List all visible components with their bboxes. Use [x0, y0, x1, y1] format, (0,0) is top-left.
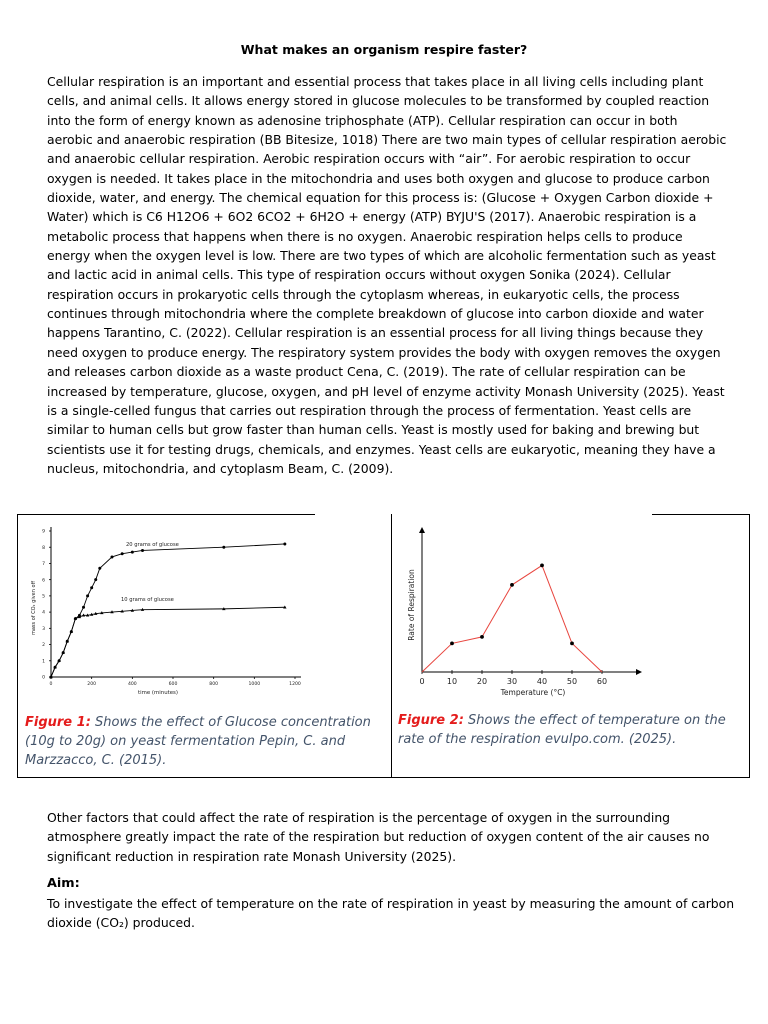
- figure-2-label: Figure 2:: [398, 713, 464, 728]
- intro-paragraph: Cellular respiration is an important and essential process that takes place in all living cells including plant cells, and animal cells. It allows energy stored in glucose molecules to be transformed by coupled reaction into the form of energy known as adenosine triphosphate (ATP). Cellular respiration can occur in both aerobic and anaerobic respiration (BB Bitesize, 1018) There are two main types of cellular respiration aerobic and anaerobic cellular respiration. Aerobic respiration occurs with “air”. For aerobic respiration to occur oxygen is needed. It takes place in the mitochondria and uses both oxygen and glucose to produce carbon dioxide, water, and energy. The chemical equation for this process is: (Glucose + Oxygen Carbon dioxide + Water) which is C6 H12O6 + 6O2 6CO2 + 6H2O + energy (ATP) BYJU'S (2017). Anaerobic respiration is a metabolic process that happens when there is no oxygen. Anaerobic respiration helps cells to produce energy when the oxygen level is low. There are two types of which are alcoholic fermentation such as yeast and lactic acid in animal cells. This type of respiration occurs without oxygen Sonika (2024). Cellular respiration occurs in prokaryotic cells through the cytoplasm whereas, in eukaryotic cells, the process continues through mitochondria where the complete breakdown of glucose into carbon dioxide and water happens Tarantino, C. (2022). Cellular respiration is an essential process for all living things because they need oxygen to produce energy. The respiratory system provides the body with oxygen removes the oxygen and releases carbon dioxide as a waste product Cena, C. (2019). The rate of cellular respiration can be increased by temperature, glucose, oxygen, and pH level of enzyme activity Monash University (2025). Yeast is a single-celled fungus that carries out respiration through the process of fermentation. Yeast cells are similar to human cells but grow faster than human cells. Yeast is mostly used for baking and brewing but scientists use it for testing drugs, chemicals, and enzymes. Yeast cells are eukaryotic, meaning they have a nucleus, mitochondria, and cytoplasm Beam, C. (2009).: [47, 74, 727, 476]
- figure-1-label: Figure 1:: [25, 715, 91, 730]
- data-point: [121, 552, 124, 555]
- y-tick-label: 0: [42, 675, 45, 681]
- y-axis-label: Rate of Respiration: [407, 569, 416, 641]
- data-point: [86, 594, 89, 597]
- x-tick-label: 0: [49, 682, 53, 687]
- x-axis-label: Temperature (°C): [500, 688, 566, 697]
- y-tick-label: 5: [42, 594, 45, 600]
- x-tick-label: 50: [566, 677, 578, 686]
- x-tick-label: 600: [168, 682, 178, 687]
- data-point: [94, 578, 97, 581]
- y-tick-label: 8: [42, 545, 45, 551]
- y-axis-label: mass of CO₂ given off: [31, 580, 37, 636]
- x-axis-arrow: [636, 669, 642, 675]
- series-line: [51, 544, 285, 677]
- x-tick-label: 0: [419, 677, 425, 686]
- glucose-chart: [23, 519, 315, 699]
- x-tick-label: 10: [446, 677, 458, 686]
- data-point: [283, 542, 286, 545]
- y-tick-label: 1: [42, 659, 45, 665]
- data-point: [90, 586, 93, 589]
- x-tick-label: 30: [506, 677, 518, 686]
- x-tick-label: 1000: [248, 682, 261, 687]
- series-line: [422, 565, 602, 672]
- aim-heading: Aim:: [47, 876, 80, 891]
- y-tick-label: 9: [42, 529, 45, 535]
- x-tick-label: 800: [209, 682, 219, 687]
- y-tick-label: 4: [42, 610, 45, 616]
- x-tick-label: 20: [476, 677, 488, 686]
- y-tick-label: 3: [42, 626, 45, 632]
- figure-2-caption: [398, 711, 743, 749]
- x-tick-label: 1200: [289, 682, 301, 687]
- figure-1-caption: [25, 713, 387, 770]
- factors-paragraph: Other factors that could affect the rate of respiration is the percentage of oxygen in the surrounding atmosphere greatly impact the rate of the respiration but reduction of oxygen content of the air causes no significant reduction in respiration rate Monash University (2025).: [47, 810, 710, 864]
- data-point: [540, 564, 544, 568]
- x-tick-label: 200: [87, 682, 97, 687]
- page-title: What makes an organism respire faster?: [240, 42, 528, 57]
- data-point: [222, 546, 225, 549]
- figure-1-caption-text: Shows the effect of Glucose concentration (10g to 20g) on yeast fermentation Pepin, C. and Marzzacco, C. (2015).: [25, 715, 371, 768]
- data-point: [570, 642, 574, 646]
- series-line: [51, 607, 285, 677]
- x-tick-label: 60: [596, 677, 608, 686]
- data-point: [98, 567, 101, 570]
- data-point: [141, 549, 144, 552]
- x-tick-label: 40: [536, 677, 548, 686]
- legend-label-10g: 10 grams of glucose: [121, 597, 174, 603]
- data-point: [82, 606, 85, 609]
- data-point: [510, 583, 514, 587]
- y-tick-label: 6: [42, 578, 45, 584]
- legend-label-20g: 20 grams of glucose: [126, 542, 179, 548]
- y-tick-label: 2: [42, 643, 45, 649]
- data-point: [450, 642, 454, 646]
- data-point: [131, 551, 134, 554]
- x-tick-label: 400: [127, 682, 137, 687]
- figure-2-caption-text: Shows the effect of temperature on the rate of the respiration evulpo.com. (2025).: [398, 713, 726, 747]
- x-axis-label: time (minutes): [138, 690, 178, 696]
- aim-text: To investigate the effect of temperature on the rate of respiration in yeast by measuring the amount of carbon dioxide (CO₂) produced.: [47, 896, 735, 931]
- y-axis-arrow: [419, 527, 425, 533]
- temperature-chart: [404, 523, 654, 703]
- y-tick-label: 7: [42, 562, 45, 568]
- data-point: [480, 635, 484, 639]
- data-point: [111, 555, 114, 558]
